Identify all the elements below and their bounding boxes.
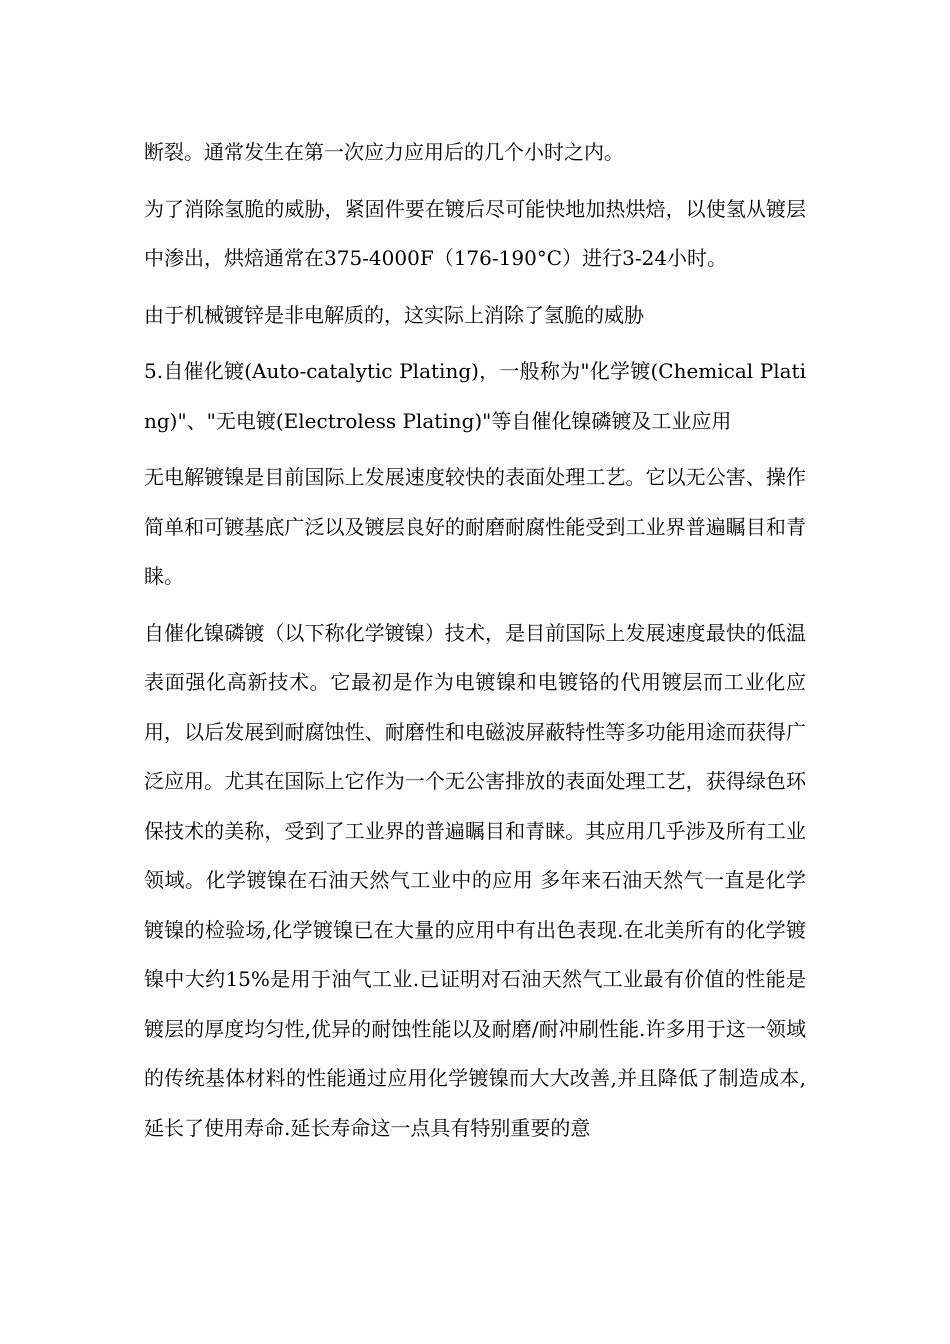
paragraph-baking-treatment: 为了消除氢脆的威胁，紧固件要在镀后尽可能快地加热烘焙，以使氢从镀层中渗出，烘焙通常在375-4000F（176-190°C）进行3-24小时。: [144, 196, 806, 270]
paragraph-hydrogen-embrittlement-fracture: 断裂。通常发生在第一次应力应用后的几个小时之内。: [144, 140, 624, 164]
document-body: [144, 128, 806, 1153]
paragraph-electroless-nickel-applications: 自催化镍磷镀（以下称化学镀镍）技术，是目前国际上发展速度最快的低温表面强化高新技术。它最初是作为电镀镍和电镀铬的代用镀层而工业化应用，以后发展到耐腐蚀性、耐磨性和电磁波屏蔽特性等多功能用途而获得广泛应用。尤其在国际上它作为一个无公害排放的表面处理工艺，获得绿色环保技术的美称，受到了工业界的普遍瞩目和青睐。其应用几乎涉及所有工业领域。化学镀镍在石油天然气工业中的应用 多年来石油天然气一直是化学镀镍的检验场,化学镀镍已在大量的应用中有出色表现.在北美所有的化学镀镍中大约15%是用于油气工业.已证明对石油天然气工业最有价值的性能是镀层的厚度均匀性,优异的耐蚀性能以及耐磨/耐冲刷性能.许多用于这一领域的传统基体材料的性能通过应用化学镀镍而大大改善,并且降低了制造成本,延长了使用寿命.延长寿命这一点具有特别重要的意: [144, 620, 806, 1140]
paragraph-autocatalytic-plating-heading: 5.自催化镀(Auto-catalytic Plating)，一般称为"化学镀(Chemical Plating)"、"无电镀(Electroless Plating)"等自催化镍磷镀及工业应用: [144, 359, 806, 433]
paragraph-electroless-nickel-intro: 无电解镀镍是目前国际上发展速度较快的表面处理工艺。它以无公害、操作简单和可镀基底广泛以及镀层良好的耐磨耐腐性能受到工业界普遍瞩目和青睐。: [144, 465, 806, 588]
paragraph-mechanical-galvanizing: 由于机械镀锌是非电解质的，这实际上消除了氢脆的威胁: [144, 302, 644, 327]
